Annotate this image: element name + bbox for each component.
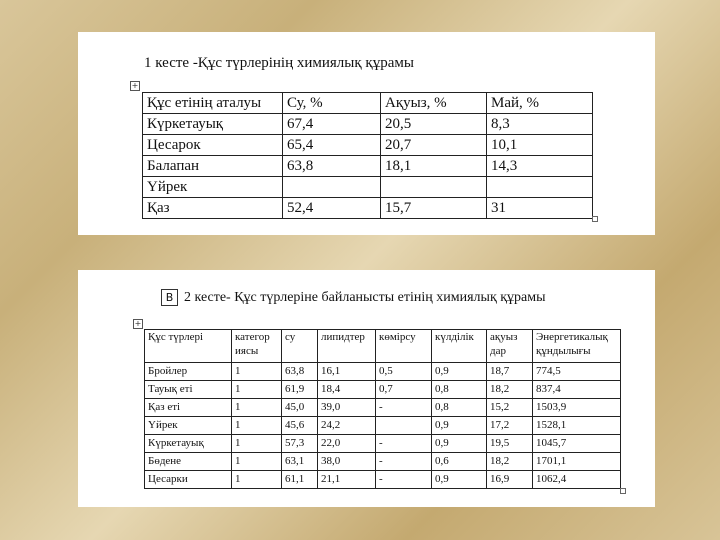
table-cell: 1 [232,435,282,453]
table-cell: - [376,435,432,453]
table-header-cell: Құс етінің аталуы [143,93,283,114]
table-cell: 15,7 [381,198,487,219]
table-cell: 1062,4 [533,471,621,489]
table-cell: 20,7 [381,135,487,156]
table-cell: 774,5 [533,363,621,381]
table-cell: Күркетауық [143,114,283,135]
table-cell: 10,1 [487,135,593,156]
table2-caption: 2 кесте- Құс түрлеріне байланысты етінің химиялық құрамы [184,290,546,305]
table-cell: 0,9 [432,417,487,435]
table1-panel [78,32,655,235]
table-cell: - [376,471,432,489]
table-cell: 18,4 [318,381,376,399]
table-cell: 61,1 [282,471,318,489]
table-cell: Цесарок [143,135,283,156]
table-cell: - [376,399,432,417]
table-cell: 1 [232,417,282,435]
table-cell: 38,0 [318,453,376,471]
table-cell: 21,1 [318,471,376,489]
table-cell: 1 [232,399,282,417]
table-cell: Қаз [143,198,283,219]
table-cell [283,177,381,198]
table1-caption: 1 кесте -Құс түрлерінің химиялық құрамы [144,55,414,71]
table-cell: 61,9 [282,381,318,399]
table-cell: 19,5 [487,435,533,453]
table-cell: 1045,7 [533,435,621,453]
table-header-cell: Су, % [283,93,381,114]
table-cell: Бөдене [145,453,232,471]
table-cell: Қаз еті [145,399,232,417]
table-header-cell: ақуыз дар [487,330,533,363]
table-row [145,435,621,453]
table-cell: 57,3 [282,435,318,453]
table-cell: 18,2 [487,381,533,399]
table-header-cell: категор иясы [232,330,282,363]
table-cell: 18,7 [487,363,533,381]
table-cell: Бройлер [145,363,232,381]
table-header-cell: су [282,330,318,363]
table-cell: 0,5 [376,363,432,381]
table-header-row [143,93,593,114]
table-cell: 0,8 [432,399,487,417]
table-cell [381,177,487,198]
table-move-handle-icon[interactable]: + [131,81,139,90]
table-row [143,135,593,156]
table-cell: 1701,1 [533,453,621,471]
table-cell: Күркетауық [145,435,232,453]
table-row [143,114,593,135]
table-cell: 1 [232,381,282,399]
table1 [142,92,593,219]
table-cell: 63,1 [282,453,318,471]
table-cell: Тауық еті [145,381,232,399]
table-row [145,453,621,471]
table-cell [487,177,593,198]
table-cell: 0,6 [432,453,487,471]
table-header-cell: липидтер [318,330,376,363]
table-cell: 1 [232,363,282,381]
table-cell: 20,5 [381,114,487,135]
table-cell: 0,8 [432,381,487,399]
table-cell: 63,8 [283,156,381,177]
table-cell: 17,2 [487,417,533,435]
table-header-row [145,330,621,363]
table-cell: 18,2 [487,453,533,471]
table-cell: 67,4 [283,114,381,135]
table-cell: 63,8 [282,363,318,381]
table-cell: Үйрек [145,417,232,435]
table-cell: 45,6 [282,417,318,435]
table-resize-handle-icon[interactable] [620,488,626,494]
table-cell: Үйрек [143,177,283,198]
table-cell: 0,9 [432,471,487,489]
table-header-cell: Ақуыз, % [381,93,487,114]
table-cell: Балапан [143,156,283,177]
table-cell: 45,0 [282,399,318,417]
table-cell: 15,2 [487,399,533,417]
table-move-handle-icon[interactable]: + [134,319,142,328]
table2 [144,329,621,489]
table-row [145,363,621,381]
table-cell: - [376,453,432,471]
table-row [145,381,621,399]
table-cell: 8,3 [487,114,593,135]
table-header-cell: Энергетикалық құндылығы [533,330,621,363]
table-cell: 1 [232,453,282,471]
table-cell: 1 [232,471,282,489]
table-header-cell: Құс түрлері [145,330,232,363]
table-cell: 16,1 [318,363,376,381]
table2-panel [78,270,655,507]
table-header-cell: көмірсу [376,330,432,363]
table-cell: 14,3 [487,156,593,177]
table-cell: 52,4 [283,198,381,219]
table-cell: 0,9 [432,363,487,381]
table-cell: 65,4 [283,135,381,156]
table-header-cell: Май, % [487,93,593,114]
table-resize-handle-icon[interactable] [592,216,598,222]
table-cell: 837,4 [533,381,621,399]
table-cell: 0,9 [432,435,487,453]
table-header-cell: күлділік [432,330,487,363]
table-cell: 24,2 [318,417,376,435]
table-cell [376,417,432,435]
table-cell: 1528,1 [533,417,621,435]
table-row [145,417,621,435]
table-cell: 22,0 [318,435,376,453]
table-cell: 0,7 [376,381,432,399]
table-row [143,198,593,219]
table-cell: 18,1 [381,156,487,177]
table-cell: 1503,9 [533,399,621,417]
table-row [145,471,621,489]
table-cell: 39,0 [318,399,376,417]
table-row [145,399,621,417]
table-row [143,156,593,177]
table-cell: 16,9 [487,471,533,489]
table-row [143,177,593,198]
table-cell: Цесарки [145,471,232,489]
table-cell: 31 [487,198,593,219]
paragraph-marker-icon: B [161,289,178,306]
